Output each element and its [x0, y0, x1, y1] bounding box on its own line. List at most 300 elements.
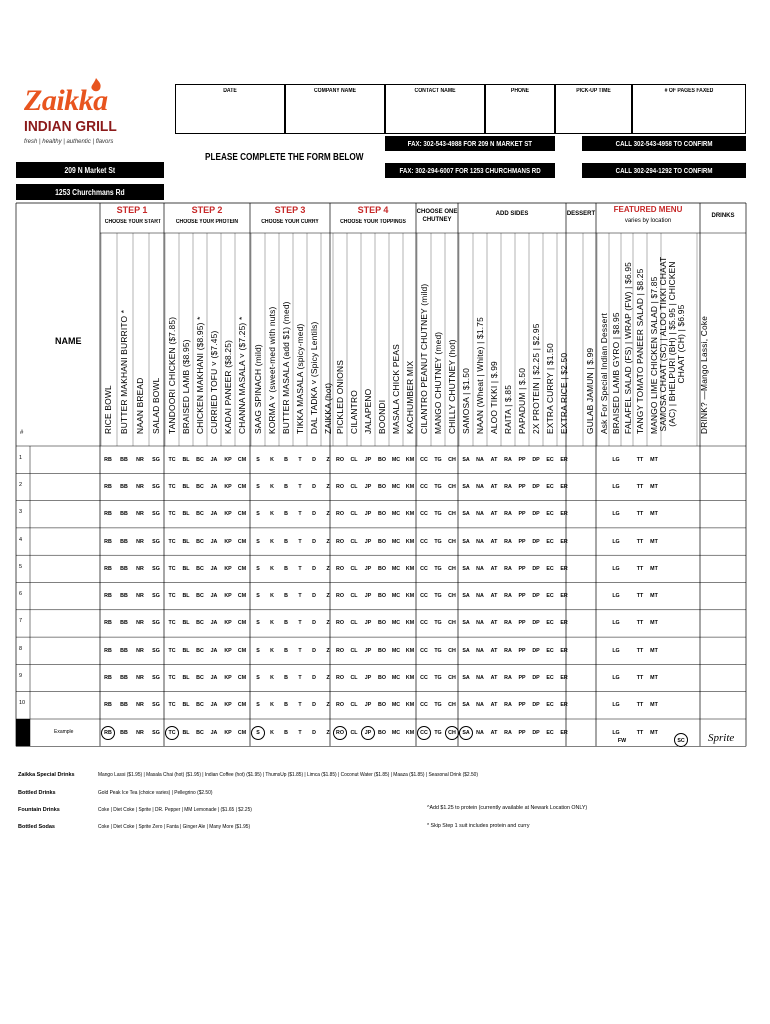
option-code[interactable]: K: [270, 647, 274, 654]
option-code[interactable]: LG: [612, 538, 620, 545]
option-code[interactable]: K: [270, 702, 274, 709]
option-code[interactable]: D: [312, 593, 316, 600]
option-code[interactable]: T: [298, 565, 302, 572]
option-code[interactable]: B: [284, 620, 288, 627]
option-code[interactable]: NR: [136, 593, 144, 600]
option-code[interactable]: SG: [152, 593, 160, 600]
option-code[interactable]: LG: [612, 565, 620, 572]
option-code[interactable]: LG: [612, 647, 620, 654]
option-code[interactable]: K: [270, 538, 274, 545]
option-code[interactable]: CC: [420, 647, 428, 654]
option-code[interactable]: BO: [378, 729, 386, 736]
option-code[interactable]: RA: [504, 729, 512, 736]
option-code[interactable]: CC: [420, 456, 428, 463]
option-code[interactable]: S: [256, 593, 260, 600]
option-code[interactable]: RB: [104, 675, 112, 682]
option-code[interactable]: NR: [136, 483, 144, 490]
option-code[interactable]: SA: [462, 511, 470, 518]
option-code[interactable]: ER: [560, 511, 568, 518]
option-code[interactable]: D: [312, 538, 316, 545]
option-code[interactable]: DP: [532, 483, 540, 490]
option-code[interactable]: SG: [152, 647, 160, 654]
option-code[interactable]: SA: [462, 565, 470, 572]
option-code[interactable]: K: [270, 456, 274, 463]
option-code[interactable]: KM: [405, 675, 415, 682]
option-code[interactable]: B: [284, 729, 288, 736]
option-code[interactable]: D: [312, 620, 316, 627]
option-code[interactable]: MT: [650, 483, 658, 490]
option-code[interactable]: AT: [490, 620, 498, 627]
option-code[interactable]: TC: [168, 729, 176, 736]
option-code[interactable]: NR: [136, 565, 144, 572]
option-code[interactable]: NR: [136, 647, 144, 654]
option-code[interactable]: BL: [182, 675, 190, 682]
option-code[interactable]: PP: [518, 565, 526, 572]
option-code[interactable]: DP: [532, 593, 540, 600]
option-code[interactable]: ER: [560, 647, 568, 654]
option-code[interactable]: JA: [210, 538, 218, 545]
option-code[interactable]: AT: [490, 675, 498, 682]
option-code[interactable]: TG: [434, 729, 442, 736]
option-code[interactable]: D: [312, 675, 316, 682]
option-code[interactable]: KM: [405, 483, 415, 490]
option-code[interactable]: PP: [518, 620, 526, 627]
option-code[interactable]: CL: [350, 620, 358, 627]
option-code[interactable]: DP: [532, 702, 540, 709]
option-code[interactable]: T: [298, 647, 302, 654]
option-code[interactable]: AT: [490, 702, 498, 709]
option-code[interactable]: B: [284, 647, 288, 654]
option-code[interactable]: ER: [560, 620, 568, 627]
option-code[interactable]: MC: [391, 483, 401, 490]
option-code[interactable]: BB: [120, 511, 128, 518]
option-code[interactable]: JP: [364, 620, 372, 627]
date-field[interactable]: [175, 84, 285, 134]
option-code[interactable]: B: [284, 538, 288, 545]
option-code[interactable]: BL: [182, 729, 190, 736]
option-code[interactable]: SG: [152, 729, 160, 736]
option-code[interactable]: JP: [364, 456, 372, 463]
option-code[interactable]: JA: [210, 511, 218, 518]
option-code[interactable]: SG: [152, 538, 160, 545]
option-code[interactable]: RB: [104, 702, 112, 709]
option-code[interactable]: TC: [168, 511, 176, 518]
option-code[interactable]: B: [284, 675, 288, 682]
option-code[interactable]: NA: [476, 511, 484, 518]
option-code[interactable]: KM: [405, 620, 415, 627]
option-code[interactable]: SG: [152, 702, 160, 709]
option-code[interactable]: JP: [364, 702, 372, 709]
option-code[interactable]: RO: [336, 483, 344, 490]
option-code[interactable]: CH: [448, 729, 456, 736]
option-code[interactable]: CH: [448, 456, 456, 463]
option-code[interactable]: MC: [391, 456, 401, 463]
option-code[interactable]: TT: [636, 483, 644, 490]
option-code[interactable]: MT: [650, 647, 658, 654]
option-code[interactable]: KM: [405, 538, 415, 545]
option-code[interactable]: TG: [434, 702, 442, 709]
option-code[interactable]: RA: [504, 647, 512, 654]
option-code[interactable]: BL: [182, 538, 190, 545]
option-code[interactable]: SA: [462, 620, 470, 627]
option-code[interactable]: RA: [504, 511, 512, 518]
option-code[interactable]: TG: [434, 593, 442, 600]
option-code[interactable]: JP: [364, 538, 372, 545]
option-code[interactable]: JA: [210, 647, 218, 654]
option-code[interactable]: MT: [650, 456, 658, 463]
contact-name-field[interactable]: [385, 84, 485, 134]
option-code[interactable]: PP: [518, 647, 526, 654]
option-code[interactable]: BB: [120, 565, 128, 572]
option-code[interactable]: MT: [650, 565, 658, 572]
option-code[interactable]: NR: [136, 511, 144, 518]
option-code[interactable]: RB: [104, 483, 112, 490]
option-code[interactable]: DP: [532, 620, 540, 627]
option-code[interactable]: D: [312, 729, 316, 736]
option-code[interactable]: DP: [532, 511, 540, 518]
option-code[interactable]: TT: [636, 647, 644, 654]
option-code[interactable]: T: [298, 702, 302, 709]
option-code[interactable]: TT: [636, 620, 644, 627]
option-code[interactable]: RB: [104, 593, 112, 600]
option-code[interactable]: T: [298, 483, 302, 490]
option-code[interactable]: BO: [378, 456, 386, 463]
option-code[interactable]: JP: [364, 511, 372, 518]
option-code[interactable]: RB: [104, 456, 112, 463]
option-code[interactable]: ER: [560, 675, 568, 682]
option-code[interactable]: RB: [104, 565, 112, 572]
option-code[interactable]: KP: [224, 729, 232, 736]
option-code[interactable]: TG: [434, 620, 442, 627]
option-code[interactable]: TC: [168, 675, 176, 682]
option-code[interactable]: RO: [336, 511, 344, 518]
option-code[interactable]: K: [270, 565, 274, 572]
option-code[interactable]: CM: [237, 511, 247, 518]
option-code[interactable]: TC: [168, 647, 176, 654]
option-code[interactable]: NA: [476, 620, 484, 627]
option-code[interactable]: KM: [405, 456, 415, 463]
option-code[interactable]: CH: [448, 702, 456, 709]
option-code[interactable]: JP: [364, 483, 372, 490]
option-code[interactable]: BB: [120, 538, 128, 545]
option-code[interactable]: Z: [326, 702, 330, 709]
option-code[interactable]: AT: [490, 511, 498, 518]
option-code[interactable]: B: [284, 565, 288, 572]
option-code[interactable]: CH: [448, 593, 456, 600]
option-code[interactable]: CL: [350, 456, 358, 463]
option-code[interactable]: NA: [476, 565, 484, 572]
option-code[interactable]: MT: [650, 593, 658, 600]
option-code[interactable]: RO: [336, 538, 344, 545]
option-code[interactable]: PP: [518, 729, 526, 736]
option-code[interactable]: JP: [364, 729, 372, 736]
option-code[interactable]: MT: [650, 675, 658, 682]
option-code[interactable]: T: [298, 538, 302, 545]
option-code[interactable]: BO: [378, 511, 386, 518]
option-code[interactable]: BL: [182, 511, 190, 518]
option-code[interactable]: S: [256, 538, 260, 545]
option-code[interactable]: LG: [612, 456, 620, 463]
option-code[interactable]: SA: [462, 538, 470, 545]
option-code[interactable]: RO: [336, 729, 344, 736]
option-code[interactable]: K: [270, 729, 274, 736]
option-code[interactable]: ER: [560, 593, 568, 600]
option-code[interactable]: KP: [224, 620, 232, 627]
option-code[interactable]: BO: [378, 538, 386, 545]
option-code[interactable]: CM: [237, 456, 247, 463]
option-code[interactable]: LG: [612, 675, 620, 682]
option-code[interactable]: CM: [237, 702, 247, 709]
option-code[interactable]: KP: [224, 647, 232, 654]
option-code[interactable]: TG: [434, 538, 442, 545]
option-code[interactable]: TC: [168, 483, 176, 490]
option-code[interactable]: K: [270, 620, 274, 627]
option-code[interactable]: TT: [636, 538, 644, 545]
option-code[interactable]: PP: [518, 456, 526, 463]
option-code[interactable]: LG: [612, 593, 620, 600]
option-code[interactable]: CM: [237, 675, 247, 682]
option-code[interactable]: RO: [336, 675, 344, 682]
option-code[interactable]: BC: [196, 565, 204, 572]
option-code[interactable]: SA: [462, 593, 470, 600]
option-code[interactable]: RA: [504, 675, 512, 682]
option-code[interactable]: KP: [224, 538, 232, 545]
option-code[interactable]: TT: [636, 565, 644, 572]
option-code[interactable]: SA: [462, 729, 470, 736]
option-code[interactable]: CH: [448, 675, 456, 682]
option-code[interactable]: MT: [650, 538, 658, 545]
option-code[interactable]: CC: [420, 538, 428, 545]
option-code[interactable]: RA: [504, 620, 512, 627]
option-code[interactable]: SG: [152, 565, 160, 572]
option-code[interactable]: K: [270, 511, 274, 518]
option-code[interactable]: T: [298, 511, 302, 518]
option-code[interactable]: TC: [168, 620, 176, 627]
option-code[interactable]: JP: [364, 647, 372, 654]
option-code[interactable]: TG: [434, 565, 442, 572]
option-code[interactable]: CM: [237, 565, 247, 572]
option-code[interactable]: KP: [224, 565, 232, 572]
option-code[interactable]: CM: [237, 729, 247, 736]
option-code[interactable]: CH: [448, 483, 456, 490]
option-code[interactable]: LG: [612, 620, 620, 627]
option-code[interactable]: D: [312, 702, 316, 709]
option-code[interactable]: CH: [448, 511, 456, 518]
option-code[interactable]: MT: [650, 702, 658, 709]
option-code[interactable]: Z: [326, 647, 330, 654]
option-code[interactable]: S: [256, 511, 260, 518]
option-code[interactable]: NR: [136, 675, 144, 682]
option-code[interactable]: NA: [476, 593, 484, 600]
option-code[interactable]: CC: [420, 675, 428, 682]
option-code[interactable]: KM: [405, 647, 415, 654]
option-code[interactable]: EC: [546, 647, 554, 654]
option-code[interactable]: NA: [476, 538, 484, 545]
option-code[interactable]: KM: [405, 702, 415, 709]
option-code[interactable]: BC: [196, 620, 204, 627]
option-code[interactable]: RO: [336, 593, 344, 600]
option-code[interactable]: DP: [532, 538, 540, 545]
option-code[interactable]: NR: [136, 538, 144, 545]
option-code[interactable]: RA: [504, 565, 512, 572]
option-code[interactable]: D: [312, 565, 316, 572]
company-name-field[interactable]: [285, 84, 385, 134]
option-code[interactable]: LG: [612, 702, 620, 709]
pickup-time-field[interactable]: [555, 84, 632, 134]
option-code[interactable]: S: [256, 483, 260, 490]
option-code[interactable]: TC: [168, 593, 176, 600]
option-code[interactable]: JP: [364, 565, 372, 572]
option-code[interactable]: EC: [546, 620, 554, 627]
option-code[interactable]: PP: [518, 483, 526, 490]
option-code[interactable]: K: [270, 675, 274, 682]
option-code[interactable]: AT: [490, 593, 498, 600]
option-code[interactable]: TG: [434, 483, 442, 490]
option-code[interactable]: BL: [182, 565, 190, 572]
option-code[interactable]: MT: [650, 729, 658, 736]
option-code[interactable]: KM: [405, 511, 415, 518]
option-code[interactable]: BB: [120, 620, 128, 627]
option-code[interactable]: DP: [532, 456, 540, 463]
option-code[interactable]: SG: [152, 483, 160, 490]
option-code[interactable]: BO: [378, 702, 386, 709]
option-code[interactable]: BO: [378, 565, 386, 572]
option-code[interactable]: CL: [350, 593, 358, 600]
option-code[interactable]: PP: [518, 675, 526, 682]
option-code[interactable]: KP: [224, 593, 232, 600]
option-code[interactable]: MC: [391, 511, 401, 518]
option-code[interactable]: MC: [391, 729, 401, 736]
option-code[interactable]: TG: [434, 675, 442, 682]
option-code[interactable]: CM: [237, 483, 247, 490]
option-code[interactable]: CH: [448, 538, 456, 545]
option-code[interactable]: EC: [546, 538, 554, 545]
option-code[interactable]: RA: [504, 483, 512, 490]
option-code[interactable]: CC: [420, 565, 428, 572]
option-code[interactable]: SA: [462, 647, 470, 654]
option-code[interactable]: CH: [448, 565, 456, 572]
option-code[interactable]: NR: [136, 729, 144, 736]
option-code[interactable]: JA: [210, 620, 218, 627]
option-code[interactable]: Z: [326, 511, 330, 518]
option-code[interactable]: CL: [350, 483, 358, 490]
option-code[interactable]: RB: [104, 538, 112, 545]
option-code[interactable]: SA: [462, 702, 470, 709]
option-code[interactable]: BO: [378, 647, 386, 654]
option-code[interactable]: Z: [326, 456, 330, 463]
option-code[interactable]: CC: [420, 593, 428, 600]
option-code[interactable]: Z: [326, 593, 330, 600]
option-code[interactable]: BL: [182, 647, 190, 654]
option-code[interactable]: SG: [152, 511, 160, 518]
option-code[interactable]: CM: [237, 620, 247, 627]
option-code[interactable]: RO: [336, 702, 344, 709]
option-code[interactable]: MC: [391, 538, 401, 545]
option-code[interactable]: PP: [518, 538, 526, 545]
option-code[interactable]: CM: [237, 593, 247, 600]
option-code[interactable]: BL: [182, 483, 190, 490]
option-code[interactable]: B: [284, 456, 288, 463]
option-code[interactable]: BB: [120, 702, 128, 709]
option-code[interactable]: SA: [462, 483, 470, 490]
option-code[interactable]: JA: [210, 456, 218, 463]
option-code[interactable]: BC: [196, 538, 204, 545]
option-code[interactable]: B: [284, 483, 288, 490]
option-code[interactable]: T: [298, 729, 302, 736]
option-code[interactable]: NR: [136, 620, 144, 627]
option-code[interactable]: DP: [532, 675, 540, 682]
option-code[interactable]: DP: [532, 647, 540, 654]
option-code[interactable]: TC: [168, 702, 176, 709]
option-code[interactable]: T: [298, 620, 302, 627]
option-code[interactable]: TG: [434, 511, 442, 518]
option-code[interactable]: MC: [391, 565, 401, 572]
option-code[interactable]: T: [298, 456, 302, 463]
option-code[interactable]: CH: [448, 647, 456, 654]
option-code[interactable]: TG: [434, 456, 442, 463]
option-code[interactable]: NA: [476, 483, 484, 490]
option-code[interactable]: BL: [182, 593, 190, 600]
option-code[interactable]: RA: [504, 456, 512, 463]
option-code[interactable]: EC: [546, 729, 554, 736]
option-code[interactable]: TC: [168, 456, 176, 463]
option-code[interactable]: TC: [168, 565, 176, 572]
option-code[interactable]: CL: [350, 511, 358, 518]
option-code[interactable]: EC: [546, 565, 554, 572]
option-code[interactable]: NA: [476, 675, 484, 682]
option-code[interactable]: S: [256, 565, 260, 572]
option-code[interactable]: JA: [210, 675, 218, 682]
option-code[interactable]: TG: [434, 647, 442, 654]
option-code[interactable]: CM: [237, 538, 247, 545]
option-code[interactable]: EC: [546, 483, 554, 490]
option-code[interactable]: JA: [210, 593, 218, 600]
option-code[interactable]: EC: [546, 675, 554, 682]
option-code[interactable]: TT: [636, 702, 644, 709]
option-code[interactable]: EC: [546, 456, 554, 463]
option-code[interactable]: RO: [336, 620, 344, 627]
option-code[interactable]: BC: [196, 647, 204, 654]
option-code[interactable]: D: [312, 647, 316, 654]
option-code[interactable]: BB: [120, 483, 128, 490]
option-code[interactable]: AT: [490, 729, 498, 736]
option-code[interactable]: AT: [490, 647, 498, 654]
option-code[interactable]: Z: [326, 565, 330, 572]
option-code[interactable]: BB: [120, 729, 128, 736]
option-code[interactable]: BC: [196, 456, 204, 463]
option-code[interactable]: SG: [152, 675, 160, 682]
option-code[interactable]: S: [256, 456, 260, 463]
option-code[interactable]: BL: [182, 702, 190, 709]
option-code[interactable]: AT: [490, 565, 498, 572]
option-code[interactable]: MC: [391, 620, 401, 627]
option-code[interactable]: TC: [168, 538, 176, 545]
option-code[interactable]: BL: [182, 620, 190, 627]
option-code[interactable]: KP: [224, 483, 232, 490]
phone-field[interactable]: [485, 84, 555, 134]
option-code[interactable]: NR: [136, 456, 144, 463]
option-code[interactable]: S: [256, 620, 260, 627]
option-code[interactable]: ER: [560, 729, 568, 736]
option-code[interactable]: D: [312, 456, 316, 463]
option-code[interactable]: KP: [224, 675, 232, 682]
option-code[interactable]: EC: [546, 702, 554, 709]
option-code[interactable]: CC: [420, 483, 428, 490]
option-code[interactable]: BC: [196, 511, 204, 518]
option-code[interactable]: CL: [350, 647, 358, 654]
option-code[interactable]: NA: [476, 702, 484, 709]
option-code[interactable]: RB: [104, 729, 112, 736]
